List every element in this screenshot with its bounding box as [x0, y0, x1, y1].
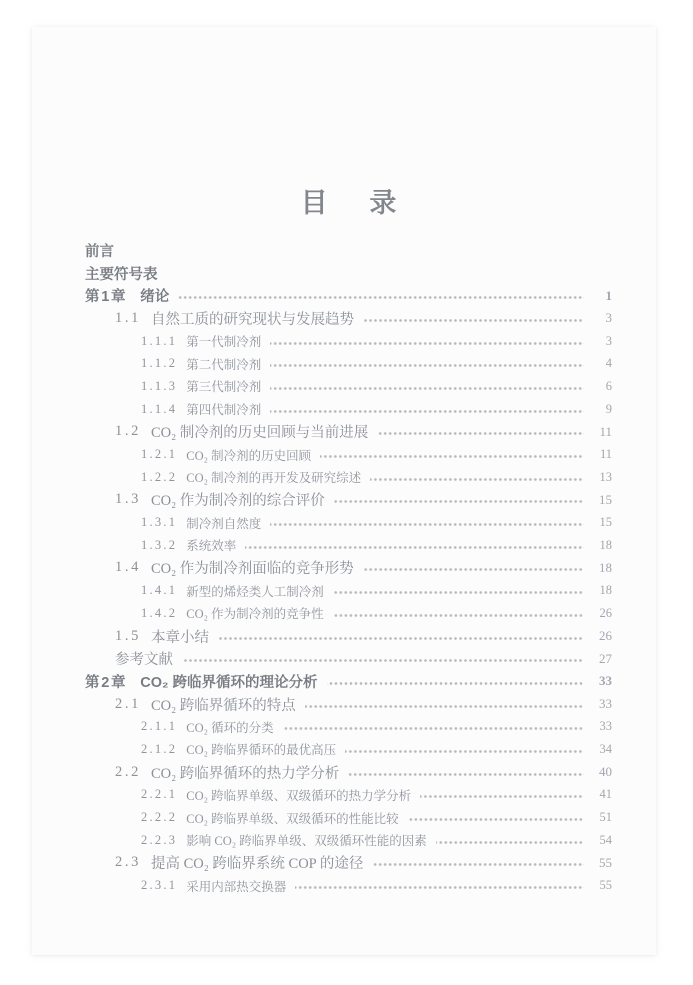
toc-entry	[85, 398, 612, 421]
entry-number: 第2章	[85, 674, 128, 691]
toc-entry	[85, 784, 612, 807]
toc-entry	[85, 421, 612, 444]
dot-leader	[320, 455, 584, 458]
toc-entry	[85, 670, 612, 693]
toc-entry	[85, 262, 612, 285]
entry-page-number: 55	[599, 854, 612, 870]
entry-title: CO₂ 跨临界循环的热力学分析	[150, 765, 340, 782]
entry-number: 2.3	[115, 854, 141, 871]
dot-leader	[270, 342, 584, 345]
dot-leader	[420, 795, 584, 798]
toc-entry	[85, 375, 612, 398]
entry-page-number: 15	[599, 515, 612, 530]
toc-title: 目录	[300, 188, 439, 218]
dot-leader	[377, 432, 584, 435]
entry-page-number: 3	[605, 333, 612, 348]
entry-number: 1.5	[115, 627, 141, 644]
entry-page-number: 9	[605, 401, 612, 416]
dot-leader	[334, 500, 584, 503]
entry-page-number: 6	[605, 378, 612, 393]
entry-number: 1.1.3	[141, 378, 178, 393]
entry-number: 1.3.2	[141, 537, 178, 552]
entry-title: 制冷剂自然度	[186, 516, 262, 531]
toc-entry	[85, 284, 612, 307]
entry-title: CO₂ 制冷剂的历史回顾与当前进展	[150, 425, 369, 442]
entry-number: 2.2.2	[141, 810, 178, 825]
toc-entry	[85, 829, 612, 852]
dot-leader	[327, 682, 584, 685]
entry-page-number: 11	[599, 423, 612, 439]
entry-number: 1.1.2	[141, 356, 178, 371]
entry-page-number: 18	[599, 559, 612, 575]
entry-title: 绪论	[140, 289, 170, 306]
toc-entry	[85, 579, 612, 602]
entry-page-number: 27	[599, 650, 612, 666]
toc-entry	[85, 239, 612, 262]
toc-entry	[85, 647, 612, 670]
entry-number: 1.1.1	[141, 333, 178, 348]
entry-number: 2.3.1	[141, 878, 178, 893]
toc-entry	[85, 715, 612, 738]
entry-title: 自然工质的研究现状与发展趋势	[150, 311, 354, 328]
entry-page-number: 18	[599, 537, 612, 552]
entry-page-number: 1	[605, 287, 612, 303]
entry-number: 2.2	[115, 763, 141, 780]
entry-title: 新型的烯烃类人工制冷剂	[186, 584, 324, 599]
entry-page-number: 54	[599, 832, 612, 847]
toc-entry	[85, 352, 612, 375]
entry-number: 2.2.3	[141, 832, 178, 847]
dot-leader	[270, 523, 584, 526]
toc-entry	[85, 738, 612, 761]
entry-number: 1.3.1	[141, 515, 178, 530]
entry-page-number: 41	[599, 787, 612, 802]
dot-leader	[270, 387, 584, 390]
entry-title: 本章小结	[150, 629, 209, 646]
dot-leader	[245, 546, 584, 549]
entry-title: CO₂ 循环的分类	[186, 720, 274, 735]
entry-page-number: 40	[599, 764, 612, 780]
entry-number: 1.2	[115, 423, 141, 440]
dot-leader	[283, 727, 584, 730]
entry-title: 前言	[85, 243, 114, 260]
toc-entry	[85, 307, 612, 330]
toc-entry	[85, 806, 612, 829]
entry-page-number: 26	[599, 605, 612, 620]
toc-entry	[85, 466, 612, 489]
toc-entry	[85, 852, 612, 875]
dot-leader	[218, 637, 584, 640]
dot-leader	[408, 818, 584, 821]
toc-entry	[85, 534, 612, 557]
entry-page-number: 33	[599, 696, 612, 712]
entry-title: 影响 CO₂ 跨临界单级、双级循环性能的因素	[186, 834, 427, 849]
dot-leader	[333, 591, 584, 594]
entry-number: 1.2.1	[141, 447, 178, 462]
entry-page-number: 34	[599, 741, 612, 756]
entry-title: CO₂ 制冷剂的再开发及研究综述	[186, 471, 362, 486]
entry-title: CO₂ 跨临界循环的最优高压	[186, 743, 337, 758]
dot-leader	[178, 296, 584, 299]
entry-title: 第四代制冷剂	[186, 403, 262, 418]
book-page	[32, 27, 656, 955]
entry-page-number: 15	[599, 491, 612, 507]
dot-leader	[345, 750, 584, 753]
entry-title: CO₂ 跨临界循环的特点	[150, 697, 296, 714]
entry-title: CO₂ 跨临界循环的理论分析	[140, 674, 318, 691]
entry-title: 提高 CO₂ 跨临界系统 COP 的途径	[150, 856, 364, 873]
entry-number: 1.3	[115, 491, 141, 508]
entry-page-number: 33	[599, 673, 612, 689]
entry-number: 第1章	[85, 289, 128, 306]
entry-number: 1.4.1	[141, 583, 178, 598]
dot-leader	[436, 841, 584, 844]
entry-number: 1.1.4	[141, 401, 178, 416]
entry-number: 1.1	[115, 309, 141, 326]
entry-number: 1.2.2	[141, 469, 178, 484]
entry-title: CO₂ 制冷剂的历史回顾	[186, 448, 312, 463]
toc-entry	[85, 443, 612, 466]
toc-entry	[85, 557, 612, 580]
dot-leader	[363, 568, 584, 571]
dot-leader	[363, 319, 584, 322]
entry-page-number: 51	[599, 810, 612, 825]
dot-leader	[182, 659, 584, 662]
toc-entry	[85, 602, 612, 625]
toc-entry	[85, 761, 612, 784]
entry-page-number: 26	[599, 628, 612, 644]
toc-list	[85, 239, 612, 897]
entry-number: 1.4.2	[141, 605, 178, 620]
entry-number: 2.1.1	[141, 719, 178, 734]
entry-page-number: 13	[599, 469, 612, 484]
entry-title: CO₂ 作为制冷剂面临的竞争形势	[150, 561, 354, 578]
dot-leader	[370, 478, 584, 481]
entry-page-number: 33	[599, 719, 612, 734]
entry-page-number: 11	[599, 447, 612, 462]
entry-title: CO₂ 作为制冷剂的竞争性	[186, 607, 324, 622]
toc-entry	[85, 693, 612, 716]
toc-entry	[85, 330, 612, 353]
entry-title: 采用内部热交换器	[186, 879, 287, 894]
entry-title: 第二代制冷剂	[186, 357, 262, 372]
entry-page-number: 55	[599, 878, 612, 893]
dot-leader	[348, 773, 584, 776]
toc-entry	[85, 511, 612, 534]
entry-title: 第一代制冷剂	[186, 335, 262, 350]
entry-title: 第三代制冷剂	[186, 380, 262, 395]
entry-title: CO₂ 作为制冷剂的综合评价	[150, 493, 325, 510]
dot-leader	[305, 705, 584, 708]
entry-title: 参考文献	[115, 652, 173, 669]
entry-number: 2.1	[115, 695, 141, 712]
toc-entry	[85, 874, 612, 897]
entry-page-number: 4	[605, 356, 612, 371]
toc-entry	[85, 625, 612, 648]
dot-leader	[270, 410, 584, 413]
dot-leader	[270, 364, 584, 367]
entry-number: 2.2.1	[141, 787, 178, 802]
entry-title: CO₂ 跨临界单级、双级循环的性能比较	[186, 811, 399, 826]
entry-number: 1.4	[115, 559, 141, 576]
dot-leader	[372, 863, 584, 866]
entry-title: 主要符号表	[85, 266, 158, 283]
entry-number: 2.1.2	[141, 741, 178, 756]
entry-page-number: 3	[605, 310, 612, 326]
entry-title: CO₂ 跨临界单级、双级循环的热力学分析	[186, 788, 412, 803]
dot-leader	[295, 886, 584, 889]
dot-leader	[333, 614, 584, 617]
toc-entry	[85, 489, 612, 512]
entry-page-number: 18	[599, 583, 612, 598]
entry-title: 系统效率	[186, 539, 237, 554]
